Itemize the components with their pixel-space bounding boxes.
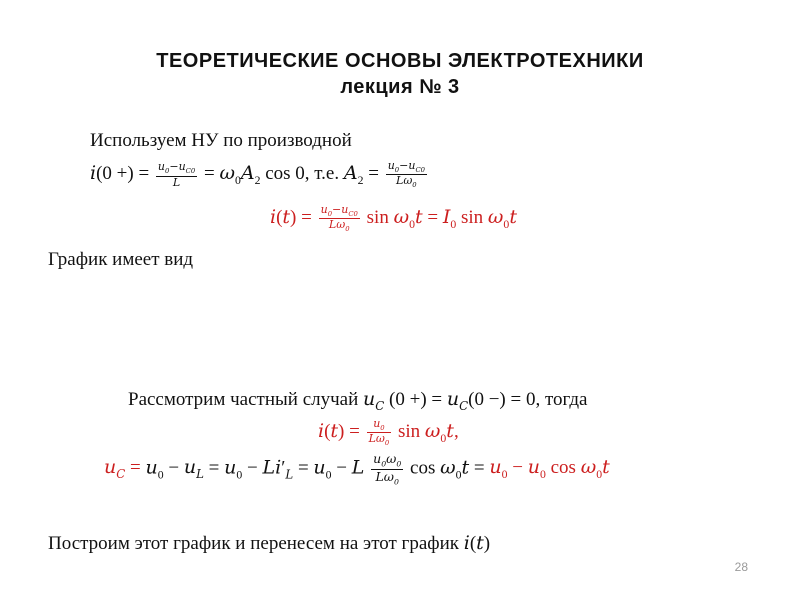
slide-title: ТЕОРЕТИЧЕСКИЕ ОСНОВЫ ЭЛЕКТРОТЕХНИКИ xyxy=(156,50,644,72)
text-line-special-case: Рассмотрим частный случай $u_C$ (0 +) = $u_C(0$ −) = 0, тогда xyxy=(128,388,588,413)
formula-initial-current: i(0 +) = $\frac{u_0-u_{C0}}{L}$ = $\omega_0A_2$ cos 0, т.е. $A_2$ = $\frac{u_0-u_{C0}}{L\omega_0}$ xyxy=(90,159,425,190)
slide-subtitle: лекция № 3 xyxy=(340,76,460,98)
formula-capacitor-voltage: $u_C = u_0 - u_L = u_0 - Li'_L = u_0 - L$ $\frac{u_0\omega_0}{L\omega_0}$ $\cos \omega_0t = u_0 - u_0$ $\cos \omega_0t$ xyxy=(104,451,610,487)
text-line-build-graph: Построим этот график и перенесем на этот график i(t) xyxy=(48,532,491,554)
page-number: 28 xyxy=(734,560,748,574)
text-line-initial-conditions: Используем НУ по производной xyxy=(90,130,352,151)
formula-current-special: i(t) = $\frac{u_0}{L\omega_0}$ $\sin \omega_0t$, xyxy=(318,417,459,448)
formula-current-solution: i(t) = $\frac{u_0-u_{C0}}{L\omega_0}$ $\sin \omega_0t = I_0$ $\sin \omega_0t$ xyxy=(270,203,517,234)
te-label: т.е. xyxy=(314,163,340,185)
text-line-graph: График имеет вид xyxy=(48,249,194,270)
